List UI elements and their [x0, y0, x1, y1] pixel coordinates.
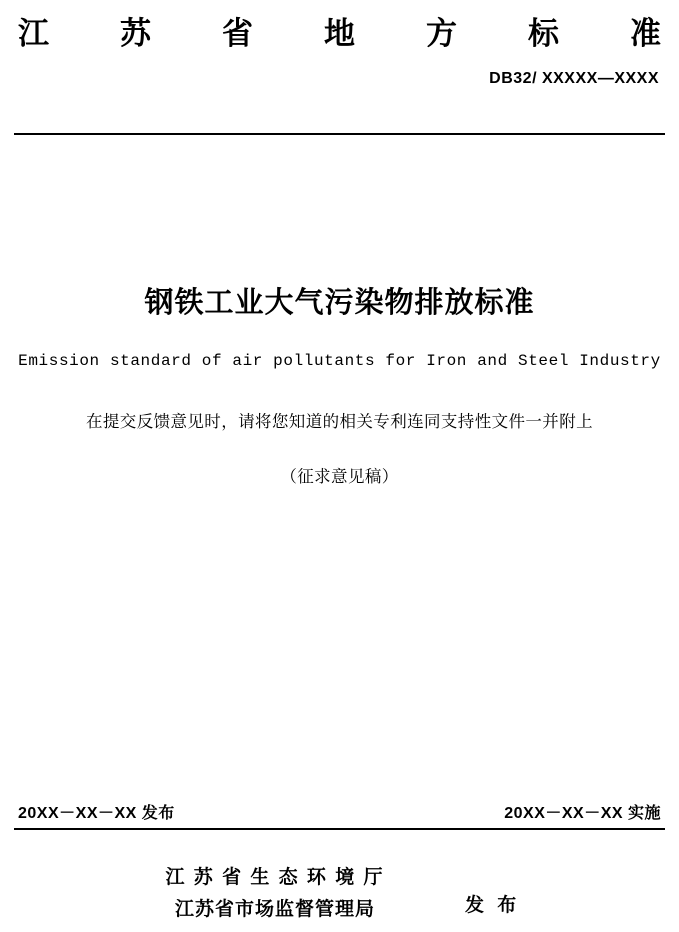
header-char-7: 准	[630, 16, 661, 51]
draft-stage-label: （征求意见稿）	[280, 467, 399, 486]
footer-divider-rule	[14, 828, 665, 830]
header-char-3: 省	[222, 16, 253, 51]
patent-notice-text: 在提交反馈意见时，请将您知道的相关专利连同支持性文件一并附上	[86, 412, 593, 431]
issuer-line-2: 江苏省市场监督管理局	[174, 899, 375, 920]
header-char-1: 江	[18, 16, 49, 51]
issuer-block	[0, 862, 679, 932]
header-char-2: 苏	[120, 16, 151, 51]
document-title-en: Emission standard of air pollutants for Iron and Steel Industry	[18, 352, 661, 370]
header-char-4: 地	[324, 16, 355, 51]
issue-word-label: 发 布	[465, 895, 521, 916]
issuer-line-1: 江 苏 省 生 态 环 境 厅	[165, 867, 385, 888]
issuer-names	[110, 862, 440, 926]
document-title-zh: 钢铁工业大气污染物排放标准	[144, 287, 535, 319]
publication-date-row	[18, 800, 661, 823]
standard-number: DB32/ XXXXX—XXXX	[489, 70, 659, 87]
issue-date: 20XX－XX－XX 发布	[18, 805, 175, 822]
standard-header-title	[18, 8, 661, 53]
effective-date: 20XX－XX－XX 实施	[504, 805, 661, 822]
header-divider-rule	[14, 133, 665, 135]
header-char-5: 方	[426, 16, 457, 51]
header-char-6: 标	[528, 16, 559, 51]
